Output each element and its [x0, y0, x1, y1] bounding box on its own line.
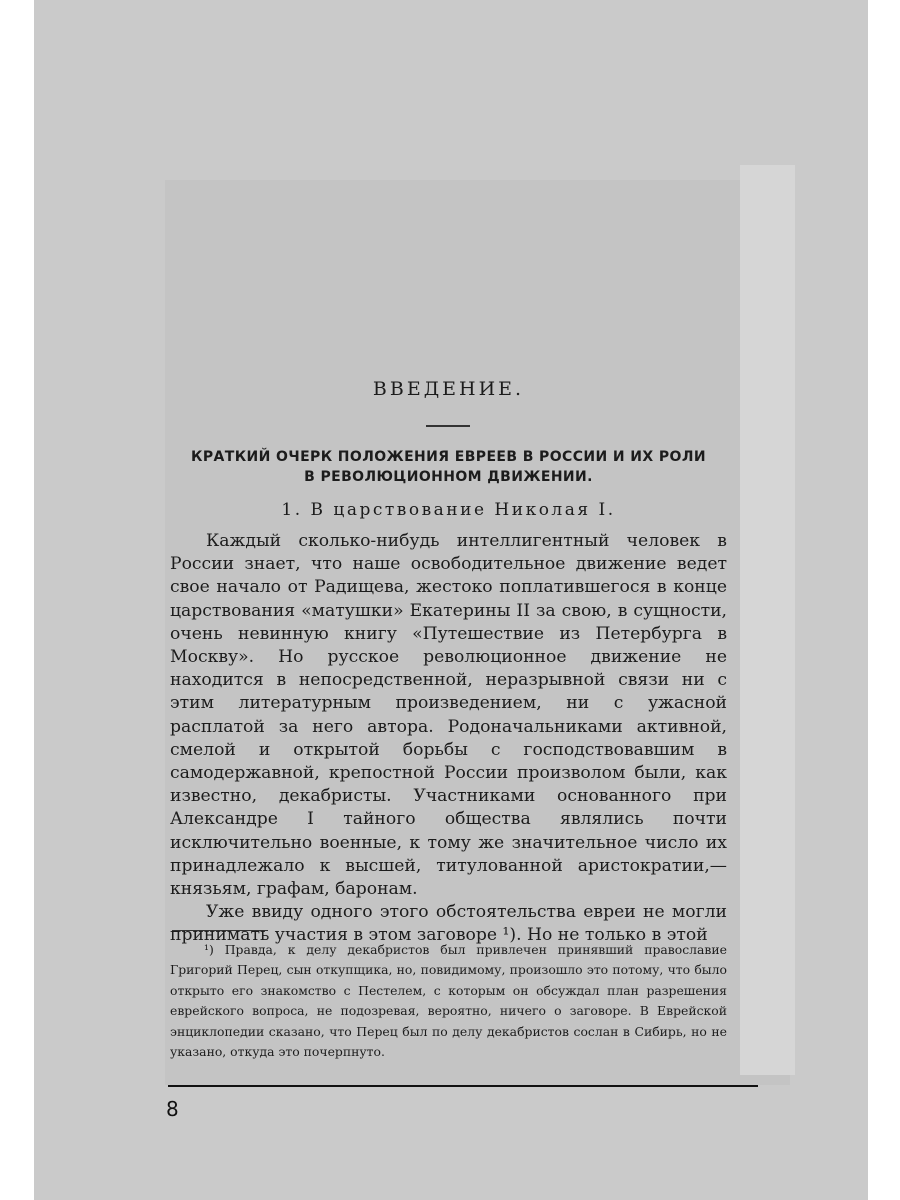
title-divider [426, 425, 470, 427]
chapter-subtitle [170, 447, 727, 487]
footnote [170, 940, 727, 1062]
paragraph: Каждый сколько-нибудь интеллигентный человек в России знает, что наше освободительное движение ведет свое начало от Радищева, жестоко поплатившегося в конце царствования «матушки» Екатерины II за свою, в сущности, очень невинную книгу «Путешествие из Петербурга в Москву». Но русское революционное движение не находится в непосредственной, неразрывной связи ни с этим литературным произведением, ни с ужасной расплатой за него автора. Родоначальниками активной, смелой и открытой борьбы с господствовавшим в самодержавной, крепостной России произволом были, как известно, декабристы. Участниками основанного при Александре I тайного общества являлись почти исключительно военные, к тому же значительное число их принадлежало к высшей, титулованной аристократии,—князьям, графам, баронам. [170, 531, 727, 900]
chapter-title: ВВЕДЕНИЕ. [372, 378, 525, 400]
section-heading: 1. В царствование Николая I. [281, 500, 616, 520]
footnote-text: ¹) Правда, к делу декабристов был привлечен принявший православие Григорий Перец, сын откупщика, но, повидимому, произошло это потому, что было открыто его знакомство с Пестелем, с которым он обсуждал план разрешения еврейского вопроса, не подозревая, вероятно, ничего о заговоре. В Еврейской энциклопедии сказано, что Перец был по делу декабристов сослан в Сибирь, но не указано, откуда это почерпнуто. [170, 942, 727, 1060]
body-text [170, 530, 727, 948]
paragraph: Уже ввиду одного этого обстоятельства евреи не могли принимать участия в этом заговоре ¹). Но не только в этой [170, 902, 727, 946]
scan-edge-strip [740, 165, 795, 1075]
subtitle-line: КРАТКИЙ ОЧЕРК ПОЛОЖЕНИЯ ЕВРЕЕВ В РОССИИ И ИХ РОЛИ [191, 449, 706, 465]
page-number: 8 [166, 1097, 179, 1121]
footnote-divider [172, 930, 268, 931]
subtitle-line: В РЕВОЛЮЦИОННОМ ДВИЖЕНИИ. [304, 469, 593, 485]
page-bottom-rule [168, 1085, 758, 1087]
